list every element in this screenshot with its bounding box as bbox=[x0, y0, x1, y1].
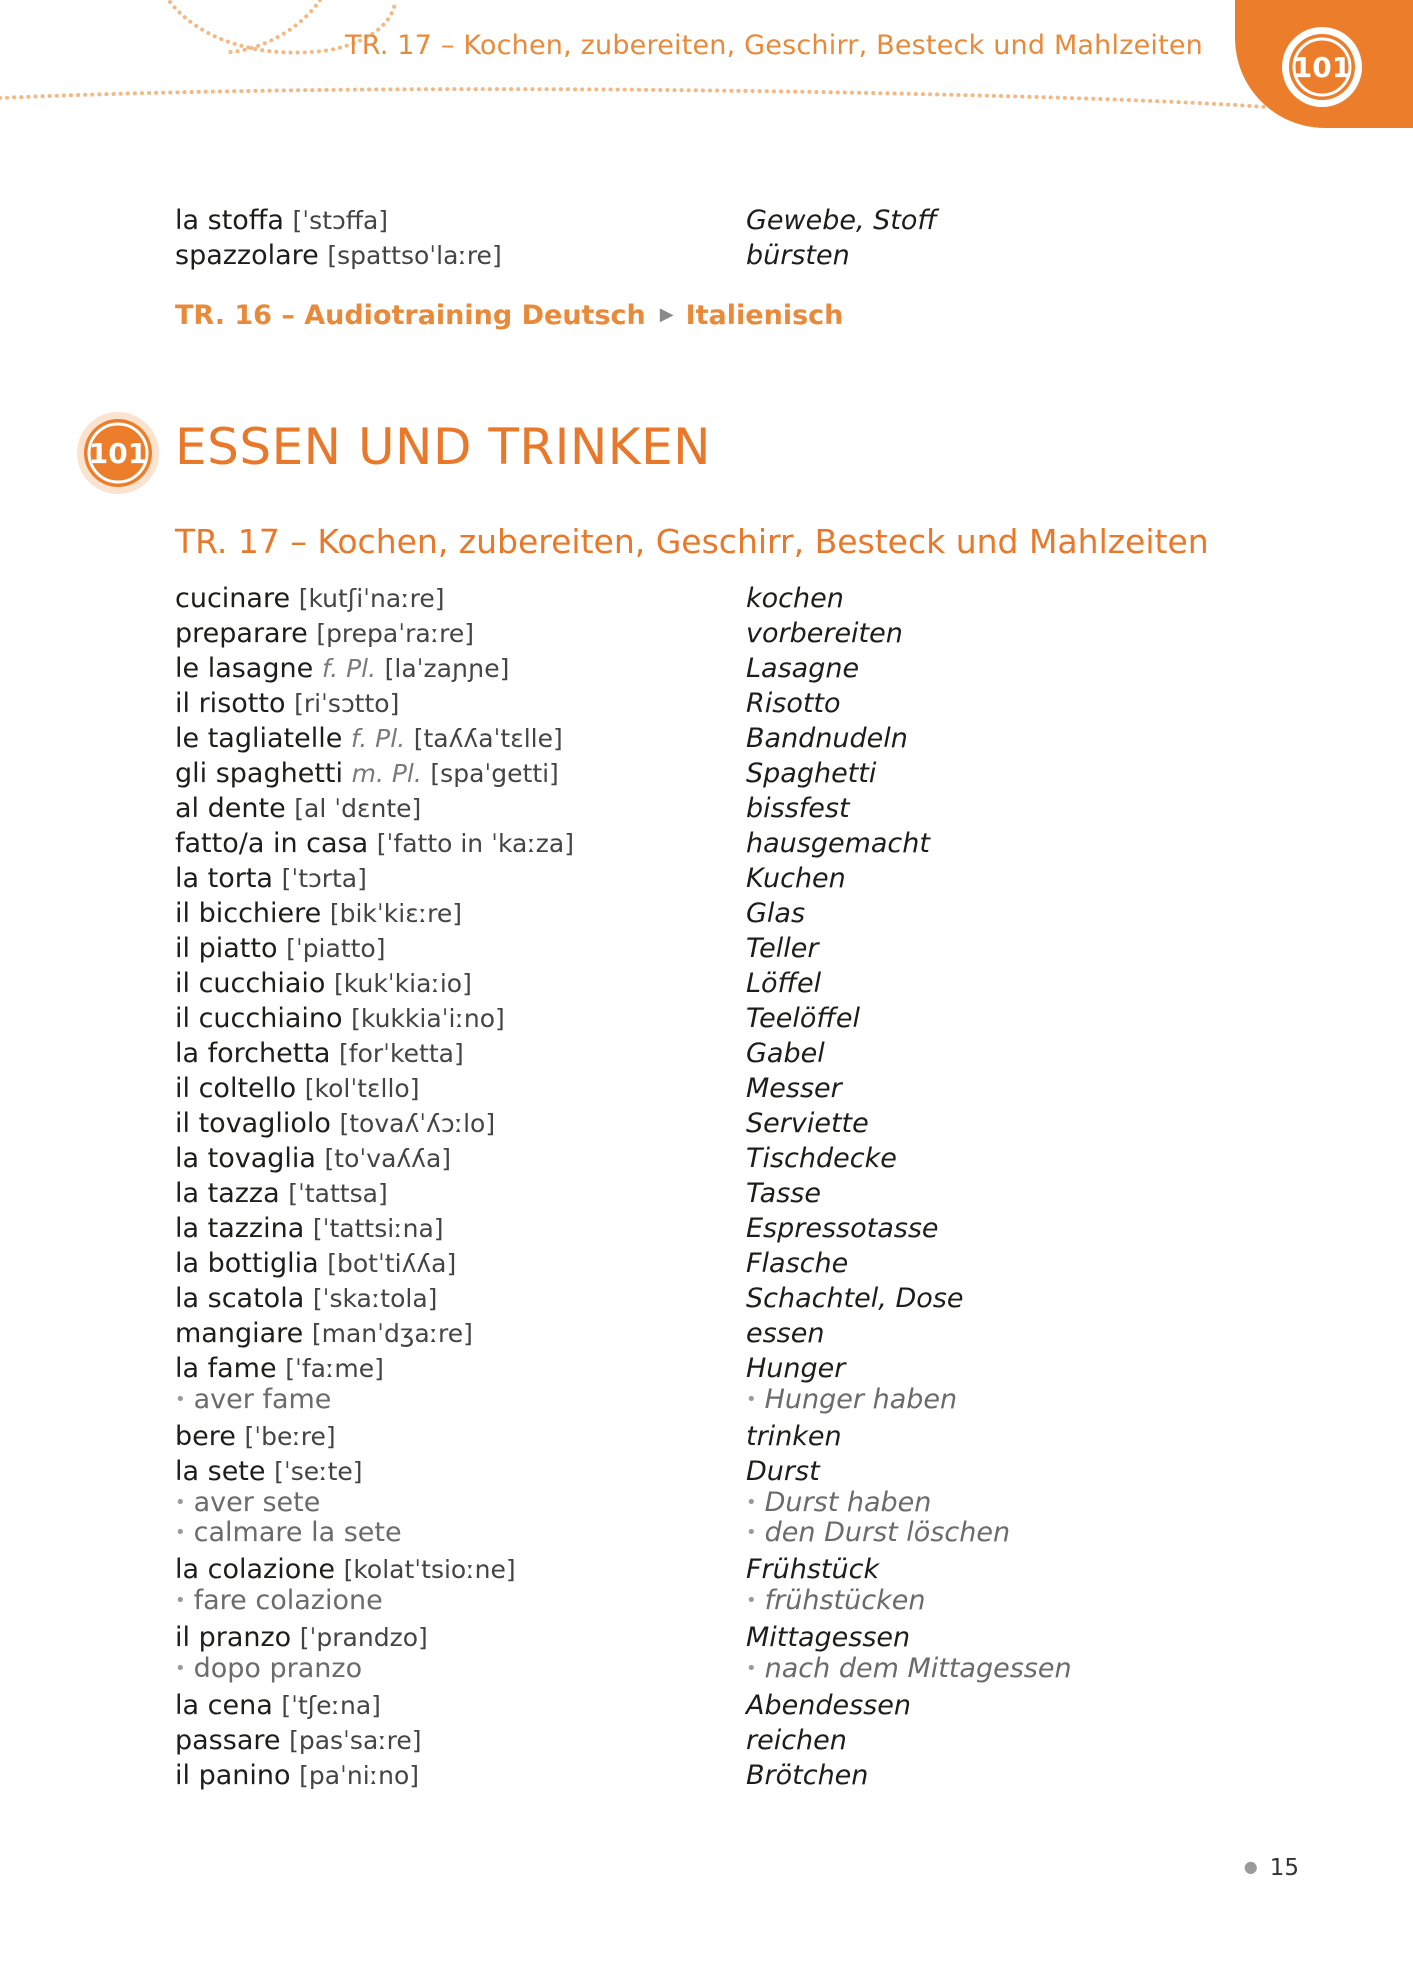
german-translation bbox=[746, 968, 821, 999]
vocab-row bbox=[175, 898, 1275, 932]
vocab-row bbox=[175, 1108, 1275, 1142]
page-number-value: 15 bbox=[1269, 1855, 1299, 1881]
vocab-row bbox=[175, 1248, 1275, 1282]
bullet-icon: • bbox=[746, 1522, 757, 1543]
sub-translation: nach dem Mittagessen bbox=[764, 1653, 1072, 1684]
pronunciation: [forˈketta] bbox=[339, 1039, 464, 1068]
translation-text: Kuchen bbox=[746, 863, 846, 894]
headword: la sete bbox=[175, 1456, 266, 1487]
german-translation bbox=[746, 1585, 925, 1616]
german-translation bbox=[746, 1038, 825, 1069]
pronunciation: [kolˈtɛllo] bbox=[304, 1074, 420, 1103]
german-translation bbox=[746, 1725, 847, 1756]
translation-text: Brötchen bbox=[746, 1760, 869, 1791]
headword: il coltello bbox=[175, 1073, 297, 1104]
italian-term bbox=[175, 618, 474, 649]
translation-text: Gewebe, Stoff bbox=[746, 205, 937, 236]
italian-term bbox=[175, 240, 502, 271]
vocab-row bbox=[175, 205, 1275, 239]
pronunciation: [spaˈgetti] bbox=[430, 759, 559, 788]
translation-text: Risotto bbox=[746, 688, 841, 719]
vocab-row bbox=[175, 1143, 1275, 1177]
german-translation bbox=[746, 1318, 824, 1349]
headword: la tazza bbox=[175, 1178, 280, 1209]
german-translation bbox=[746, 1108, 869, 1139]
sub-entry-row bbox=[175, 1384, 1275, 1418]
headword: preparare bbox=[175, 618, 308, 649]
sub-phrase: fare colazione bbox=[193, 1585, 383, 1616]
italian-term bbox=[175, 1038, 464, 1069]
headword: mangiare bbox=[175, 1318, 304, 1349]
sub-entry-row bbox=[175, 1487, 1275, 1521]
german-translation bbox=[746, 828, 930, 859]
italian-term bbox=[175, 758, 559, 789]
italian-term bbox=[175, 1760, 419, 1791]
translation-text: Gabel bbox=[746, 1038, 825, 1069]
italian-term bbox=[175, 1073, 419, 1104]
bullet-icon: • bbox=[746, 1658, 757, 1679]
headword: la colazione bbox=[175, 1554, 335, 1585]
vocab-row bbox=[175, 1690, 1275, 1724]
german-translation bbox=[746, 618, 903, 649]
grammar-note: f. Pl. bbox=[350, 724, 406, 753]
pronunciation: [paˈniːno] bbox=[299, 1761, 420, 1790]
pronunciation: [kolatˈtsioːne] bbox=[343, 1555, 516, 1584]
audiotraining-target: Italienisch bbox=[685, 300, 844, 331]
pronunciation: [ˈprandzo] bbox=[299, 1623, 428, 1652]
pronunciation: [botˈtiʎʎa] bbox=[327, 1249, 457, 1278]
italian-term bbox=[175, 1384, 331, 1415]
pronunciation: [bikˈkiɛːre] bbox=[329, 899, 463, 928]
italian-term bbox=[175, 688, 399, 719]
headword: il cucchiaio bbox=[175, 968, 326, 999]
sub-phrase: calmare la sete bbox=[193, 1517, 402, 1548]
vocab-row bbox=[175, 1283, 1275, 1317]
vocab-row bbox=[175, 758, 1275, 792]
italian-term bbox=[175, 653, 509, 684]
vocab-row bbox=[175, 240, 1275, 274]
headword: la tazzina bbox=[175, 1213, 305, 1244]
german-translation bbox=[746, 898, 805, 929]
german-translation bbox=[746, 1073, 842, 1104]
headword: il piatto bbox=[175, 933, 278, 964]
translation-text: essen bbox=[746, 1318, 825, 1349]
translation-text: Löffel bbox=[746, 968, 822, 999]
sub-translation: Durst haben bbox=[764, 1487, 932, 1518]
german-translation bbox=[746, 688, 841, 719]
pronunciation: [prepaˈraːre] bbox=[316, 619, 474, 648]
vocab-row bbox=[175, 1003, 1275, 1037]
german-translation bbox=[746, 1760, 868, 1791]
badge-text: 101 bbox=[1292, 51, 1352, 84]
pronunciation: [al ˈdɛnte] bbox=[294, 794, 422, 823]
german-translation bbox=[746, 1456, 820, 1487]
vocab-row bbox=[175, 968, 1275, 1002]
german-translation bbox=[746, 793, 850, 824]
german-translation bbox=[746, 1421, 842, 1452]
italian-term bbox=[175, 828, 574, 859]
pronunciation: [kukkiaˈiːno] bbox=[351, 1004, 505, 1033]
german-translation bbox=[746, 205, 937, 236]
german-translation bbox=[746, 1384, 957, 1415]
headword: al dente bbox=[175, 793, 286, 824]
play-arrow-icon: ▶ bbox=[659, 304, 674, 325]
headword: le lasagne bbox=[175, 653, 314, 684]
headword: la tovaglia bbox=[175, 1143, 316, 1174]
german-translation bbox=[746, 1283, 963, 1314]
translation-text: Mittagessen bbox=[746, 1622, 911, 1653]
translation-text: Teller bbox=[746, 933, 819, 964]
translation-text: Espressotasse bbox=[746, 1213, 939, 1244]
translation-text: Durst bbox=[746, 1456, 820, 1487]
italian-term bbox=[175, 1003, 505, 1034]
sub-translation: frühstücken bbox=[764, 1585, 926, 1616]
translation-text: Tasse bbox=[746, 1178, 821, 1209]
german-translation bbox=[746, 583, 844, 614]
headword: fatto/a in casa bbox=[175, 828, 369, 859]
sub-entry-row bbox=[175, 1585, 1275, 1619]
german-translation bbox=[746, 933, 818, 964]
vocab-row bbox=[175, 1456, 1275, 1490]
sub-translation: Hunger haben bbox=[764, 1384, 958, 1415]
grammar-note: f. Pl. bbox=[321, 654, 377, 683]
page-number bbox=[1244, 1855, 1299, 1881]
headword: il panino bbox=[175, 1760, 291, 1791]
italian-term bbox=[175, 1622, 428, 1653]
headword: il risotto bbox=[175, 688, 286, 719]
german-translation bbox=[746, 1248, 848, 1279]
translation-text: Tischdecke bbox=[746, 1143, 897, 1174]
headword: il bicchiere bbox=[175, 898, 322, 929]
sub-phrase: dopo pranzo bbox=[193, 1653, 363, 1684]
pronunciation: [toˈvaʎʎa] bbox=[324, 1144, 452, 1173]
italian-term bbox=[175, 1353, 384, 1384]
section-title: ESSEN UND TRINKEN bbox=[175, 418, 712, 476]
pronunciation: [ˈpiatto] bbox=[286, 934, 386, 963]
translation-text: Bandnudeln bbox=[746, 723, 908, 754]
headword: la stoffa bbox=[175, 205, 284, 236]
translation-text: reichen bbox=[746, 1725, 847, 1756]
german-translation bbox=[746, 1178, 821, 1209]
headword: spazzolare bbox=[175, 240, 319, 271]
pronunciation: [riˈsɔtto] bbox=[294, 689, 400, 718]
headword: il cucchiaino bbox=[175, 1003, 343, 1034]
translation-text: Messer bbox=[746, 1073, 842, 1104]
pronunciation: [ˈfatto in ˈkaːza] bbox=[376, 829, 574, 858]
translation-text: Teelöffel bbox=[746, 1003, 860, 1034]
sub-phrase: aver fame bbox=[193, 1384, 332, 1415]
german-translation bbox=[746, 1003, 860, 1034]
vocab-row bbox=[175, 1622, 1275, 1656]
italian-term bbox=[175, 1318, 473, 1349]
headword: la fame bbox=[175, 1353, 277, 1384]
bullet-icon: • bbox=[746, 1389, 757, 1410]
audiotraining-link bbox=[175, 300, 843, 331]
vocab-row bbox=[175, 933, 1275, 967]
vocab-row bbox=[175, 653, 1275, 687]
pronunciation: [spattsoˈlaːre] bbox=[327, 241, 502, 270]
running-header-title: TR. 17 – Kochen, zubereiten, Geschirr, Besteck und Mahlzeiten bbox=[345, 30, 1203, 61]
vocab-row bbox=[175, 1213, 1275, 1247]
pronunciation: [ˈstɔffa] bbox=[292, 206, 389, 235]
german-translation bbox=[746, 723, 908, 754]
headword: cucinare bbox=[175, 583, 291, 614]
german-translation bbox=[746, 240, 850, 271]
german-translation bbox=[746, 758, 876, 789]
bullet-icon: • bbox=[175, 1492, 186, 1513]
italian-term bbox=[175, 898, 462, 929]
italian-term bbox=[175, 723, 563, 754]
italian-term bbox=[175, 1143, 451, 1174]
headword: la torta bbox=[175, 863, 273, 894]
headword: il pranzo bbox=[175, 1622, 292, 1653]
vocab-row bbox=[175, 1318, 1275, 1352]
italian-term bbox=[175, 1283, 437, 1314]
translation-text: Serviette bbox=[746, 1108, 869, 1139]
bullet-icon: • bbox=[175, 1522, 186, 1543]
headword: bere bbox=[175, 1421, 236, 1452]
pronunciation: [pasˈsaːre] bbox=[289, 1726, 422, 1755]
german-translation bbox=[746, 1487, 931, 1518]
german-translation bbox=[746, 1213, 939, 1244]
italian-term bbox=[175, 1725, 422, 1756]
italian-term bbox=[175, 1456, 363, 1487]
german-translation bbox=[746, 1353, 845, 1384]
headword: le tagliatelle bbox=[175, 723, 343, 754]
section-badge-icon bbox=[75, 410, 161, 496]
pronunciation: [kutʃiˈnaːre] bbox=[298, 584, 445, 613]
italian-term bbox=[175, 968, 472, 999]
italian-term bbox=[175, 1421, 336, 1452]
translation-text: Abendessen bbox=[746, 1690, 911, 1721]
audiotraining-label: TR. 16 – Audiotraining Deutsch bbox=[175, 300, 646, 331]
vocab-row bbox=[175, 1353, 1275, 1387]
translation-text: Schachtel, Dose bbox=[746, 1283, 964, 1314]
bullet-icon: • bbox=[746, 1492, 757, 1513]
translation-text: trinken bbox=[746, 1421, 842, 1452]
pronunciation: [ˈseːte] bbox=[274, 1457, 363, 1486]
italian-term bbox=[175, 1690, 381, 1721]
translation-text: vorbereiten bbox=[746, 618, 903, 649]
italian-term bbox=[175, 1213, 444, 1244]
translation-text: Spaghetti bbox=[746, 758, 877, 789]
sub-phrase: aver sete bbox=[193, 1487, 321, 1518]
page-dot-icon: ● bbox=[1243, 1857, 1258, 1876]
italian-term bbox=[175, 1517, 402, 1548]
german-translation bbox=[746, 863, 846, 894]
translation-text: Hunger bbox=[746, 1353, 846, 1384]
grammar-note: m. Pl. bbox=[351, 759, 422, 788]
italian-term bbox=[175, 1108, 495, 1139]
italian-term bbox=[175, 863, 367, 894]
italian-term bbox=[175, 1178, 388, 1209]
vocab-row bbox=[175, 1073, 1275, 1107]
italian-term bbox=[175, 1248, 456, 1279]
pronunciation: [taʎʎaˈtɛlle] bbox=[413, 724, 563, 753]
bullet-icon: • bbox=[175, 1590, 186, 1611]
italian-term bbox=[175, 583, 444, 614]
section-badge-text: 101 bbox=[88, 437, 148, 470]
pronunciation: [ˈtattsiːna] bbox=[312, 1214, 444, 1243]
italian-term bbox=[175, 1487, 320, 1518]
headword: gli spaghetti bbox=[175, 758, 344, 789]
sub-translation: den Durst löschen bbox=[764, 1517, 1011, 1548]
italian-term bbox=[175, 933, 385, 964]
pronunciation: [ˈbeːre] bbox=[244, 1422, 336, 1451]
bullet-icon: • bbox=[746, 1590, 757, 1611]
italian-term bbox=[175, 1554, 516, 1585]
german-translation bbox=[746, 653, 859, 684]
italian-term bbox=[175, 1585, 383, 1616]
bullet-icon: • bbox=[175, 1658, 186, 1679]
vocab-row bbox=[175, 1760, 1275, 1794]
translation-text: kochen bbox=[746, 583, 844, 614]
pronunciation: [manˈdʒaːre] bbox=[311, 1319, 473, 1348]
vocab-row bbox=[175, 583, 1275, 617]
vocab-row bbox=[175, 828, 1275, 862]
pronunciation: [ˈtattsa] bbox=[288, 1179, 388, 1208]
vocab-row bbox=[175, 723, 1275, 757]
headword: la cena bbox=[175, 1690, 273, 1721]
german-translation bbox=[746, 1143, 897, 1174]
vocab-row bbox=[175, 793, 1275, 827]
pronunciation: [laˈzaɲɲe] bbox=[384, 654, 510, 683]
food-badge-icon bbox=[1279, 24, 1365, 110]
vocab-row bbox=[175, 688, 1275, 722]
german-translation bbox=[746, 1622, 910, 1653]
track-title: TR. 17 – Kochen, zubereiten, Geschirr, Besteck und Mahlzeiten bbox=[175, 522, 1209, 561]
vocab-row bbox=[175, 1421, 1275, 1455]
pronunciation: [ˈskaːtola] bbox=[312, 1284, 438, 1313]
german-translation bbox=[746, 1517, 1010, 1548]
pronunciation: [tovaʎˈʎɔːlo] bbox=[339, 1109, 496, 1138]
italian-term bbox=[175, 793, 421, 824]
pronunciation: [kukˈkiaːio] bbox=[334, 969, 472, 998]
headword: la forchetta bbox=[175, 1038, 331, 1069]
italian-term bbox=[175, 205, 388, 236]
translation-text: hausgemacht bbox=[746, 828, 930, 859]
vocab-row bbox=[175, 618, 1275, 652]
translation-text: bissfest bbox=[746, 793, 850, 824]
pronunciation: [ˈtʃeːna] bbox=[281, 1691, 381, 1720]
headword: il tovagliolo bbox=[175, 1108, 331, 1139]
german-translation bbox=[746, 1653, 1072, 1684]
vocab-row bbox=[175, 863, 1275, 897]
vocab-row bbox=[175, 1554, 1275, 1588]
translation-text: Lasagne bbox=[746, 653, 860, 684]
pronunciation: [ˈtɔrta] bbox=[281, 864, 367, 893]
pronunciation: [ˈfaːme] bbox=[285, 1354, 384, 1383]
vocab-row bbox=[175, 1178, 1275, 1212]
headword: la scatola bbox=[175, 1283, 305, 1314]
translation-text: Glas bbox=[746, 898, 806, 929]
decorative-dotted-curves bbox=[0, 0, 1413, 130]
headword: passare bbox=[175, 1725, 281, 1756]
vocab-row bbox=[175, 1038, 1275, 1072]
vocab-row bbox=[175, 1725, 1275, 1759]
headword: la bottiglia bbox=[175, 1248, 319, 1279]
sub-entry-row bbox=[175, 1517, 1275, 1551]
translation-text: bürsten bbox=[746, 240, 850, 271]
bullet-icon: • bbox=[175, 1389, 186, 1410]
italian-term bbox=[175, 1653, 362, 1684]
translation-text: Flasche bbox=[746, 1248, 849, 1279]
german-translation bbox=[746, 1554, 879, 1585]
german-translation bbox=[746, 1690, 911, 1721]
translation-text: Frühstück bbox=[746, 1554, 880, 1585]
sub-entry-row bbox=[175, 1653, 1275, 1687]
